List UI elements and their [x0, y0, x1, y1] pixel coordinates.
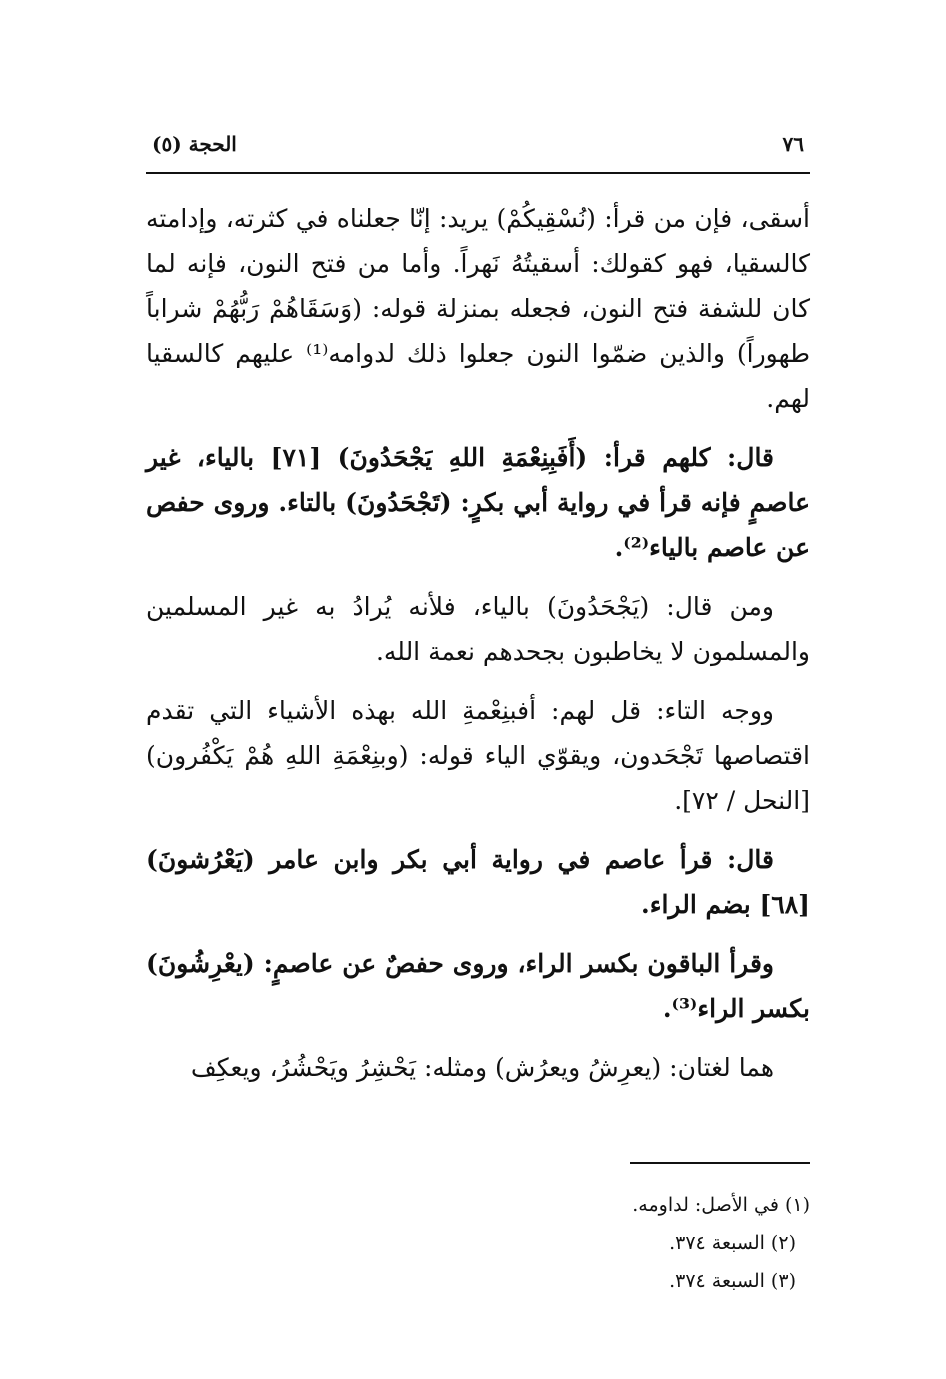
paragraph-6: وقرأ الباقون بكسر الراء، وروى حفصٌ عن عاصمٍ: (يعْرِشُونَ) بكسر الراء⁽³⁾. — [146, 949, 810, 1023]
footnote-1: (١) في الأصل: لداومه. — [632, 1194, 810, 1216]
page-header — [146, 132, 810, 166]
header-divider — [146, 172, 810, 174]
footnote-2: (٢) السبعة ٣٧٤. — [669, 1232, 796, 1254]
paragraph-3: ومن قال: (يَجْحَدُونَ) بالياء، فلأنه يُرادُ به غير المسلمين والمسلمون لا يخاطبون بجحدهم نعمة الله. — [146, 592, 810, 666]
paragraph-1: أسقى، فإن من قرأ: (نُسْقِيكُمْ) يريد: إنّا جعلناه في كثرته، وإدامته كالسقيا، فهو كقولك: أسقيتُهُ نَهراً. وأما من فتح النون، فإنه لما كان للشفة فتح النون، فجعله بمنزلة قوله: (وَسَقَاهُمْ رَبُّهُمْ شراباً طهوراً) والذين ضمّوا النون جعلوا ذلك لدوامه⁽¹⁾ عليهم كالسقيا لهم. — [146, 204, 810, 413]
paragraph-5: قال: قرأ عاصم في رواية أبي بكر وابن عامر (يَعْرُشونَ) [٦٨] بضم الراء. — [146, 845, 810, 919]
paragraph-4: ووجه التاء: قل لهم: أفبنِعْمةِ الله بهذه الأشياء التي تقدم اقتصاصها تَجْحَدون، ويقوّي الياء قوله: (وبنِعْمَةِ اللهِ هُمْ يَكْفُرون) [النحل / ٧٢]. — [146, 696, 810, 815]
paragraph-2: قال: كلهم قرأ: (أَفَبِنِعْمَةِ اللهِ يَجْحَدُونَ) [٧١] بالياء، غير عاصمٍ فإنه قرأ في رواية أبي بكرٍ: (تَجْحَدُونَ) بالتاء. وروى حفص عن عاصم بالياء⁽²⁾. — [146, 443, 810, 562]
main-text — [146, 196, 810, 1104]
running-title: الحجة (٥) — [152, 132, 237, 156]
footnotes — [410, 1186, 810, 1300]
page-number: ٧٦ — [782, 132, 804, 156]
paragraph-7: هما لغتان: (يعرِشُ ويعرُش) ومثله: يَحْشِرُ ويَحْشُرُ، ويعكِف — [190, 1053, 774, 1082]
footnote-divider — [630, 1162, 810, 1164]
footnote-3: (٣) السبعة ٣٧٤. — [669, 1270, 796, 1292]
